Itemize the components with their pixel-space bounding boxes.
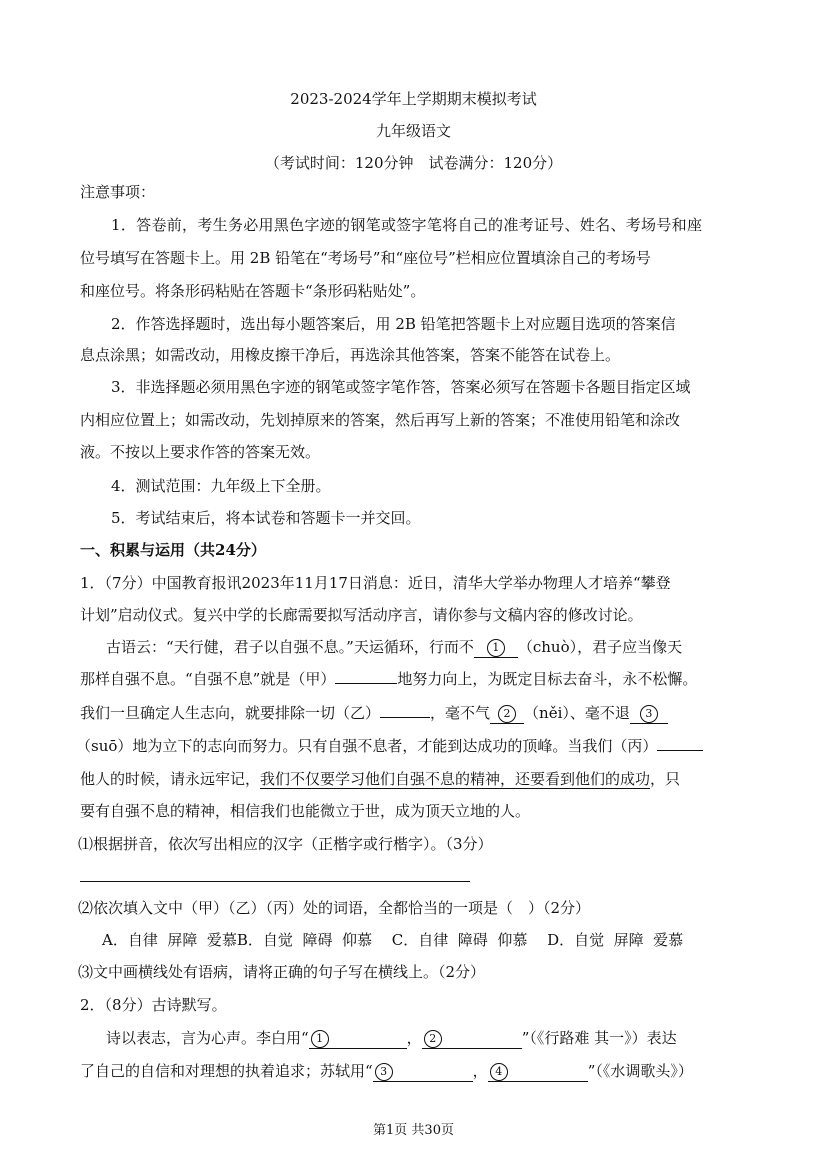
notice-item-1-line-3: 和座位号。将条形码粘贴在答题卡“条形码粘贴处”。 [80,282,426,300]
q1-passage-text: 古语云：“天行健，君子以自强不息。”天运循环，行而不 [106,638,474,656]
fill-blank-1[interactable] [474,638,518,658]
q1-passage-text: 地努力向上，为既定目标去奋斗，永不松懈。 [397,670,698,688]
q1-options: A．自律 屏障 爱慕B．自觉 障碍 仰慕 C．自律 障碍 仰慕 D．自觉 屏障 爱慕 [102,931,684,949]
q2-text: ”（《水调歌头》） [587,1062,693,1080]
circled-mark: 1 [487,639,505,657]
blank-yi[interactable] [380,717,430,718]
circled-mark: 4 [490,1063,508,1081]
poem-blank-4[interactable] [488,1062,588,1082]
circled-mark: 2 [498,705,516,723]
q2-text: 了自己的自信和对理想的执着追求；苏轼用“ [80,1062,373,1080]
q1-passage-line-2 [80,669,697,689]
notice-item-1-line-2: 位号填写在答题卡上。用 2B 铅笔在“考场号”和“座位号”栏相应位置填涂自己的考场号 [80,249,651,267]
exam-subject: 九年级语文 [375,122,451,140]
q1-passage-line-1 [106,637,682,658]
q1-passage-text: 那样自强不息。“自强不息”就是（甲） [80,670,336,688]
notice-item-2-line-1: 2．作答选择题时，选出每小题答案后，用 2B 铅笔把答题卡上对应题目选项的答案信 [111,315,676,333]
q1-sub-question-1: ⑴根据拼音，依次写出相应的汉字（正楷字或行楷字）。（3分） [78,835,493,853]
q1-passage-text: ，毫不气 [430,704,491,722]
q1-passage-text: ，只 [650,770,681,788]
blank-jia[interactable] [335,683,397,684]
q2-text: 诗以表志，言为心声。李白用“ [106,1029,309,1047]
fill-blank-3[interactable] [630,704,668,724]
q1-sub-question-3: ⑶文中画横线处有语病，请将正确的句子写在横线上。（2分） [78,963,486,981]
circled-mark: 3 [640,705,658,723]
poem-blank-3[interactable] [373,1062,473,1082]
circled-mark: 2 [424,1030,442,1048]
q1-sub-question-2: ⑵依次填入文中（甲）（乙）（丙）处的词语，全都恰当的一项是（ ）（2分） [78,899,591,917]
q2-intro: 2．（8分）古诗默写。 [80,996,227,1014]
q1-passage-line-5 [80,769,680,789]
notice-item-3-line-2: 内相应位置上；如需改动，先划掉原来的答案，然后再写上新的答案；不准使用铅笔和涂改 [80,411,681,429]
q1-intro-line-1: 1．（7分）中国教育报讯2023年11月17日消息：近日，清华大学举办物理人才培养“攀登 [80,574,671,592]
notice-item-2-line-2: 息点涂黑；如需改动，用橡皮擦干净后，再选涂其他答案，答案不能答在试卷上。 [80,346,621,364]
notice-item-3-line-3: 液。不按以上要求作答的答案无效。 [80,443,321,461]
notice-item-3-line-1: 3．非选择题必须用黑色字迹的钢笔或签字笔作答，答案必须写在答题卡各题目指定区域 [111,378,691,396]
q1-passage-text: 他人的时候，请永远牢记， [80,770,261,788]
page-footer: 第1页 共30页 [373,1123,454,1138]
notice-item-5: 5．考试结束后，将本试卷和答题卡一并交回。 [111,509,421,527]
q1-passage-line-4 [76,736,703,756]
notice-item-1-line-1: 1．答卷前，考生务必用黑色字迹的钢笔或签字笔将自己的准考证号、姓名、考场号和座 [111,216,703,234]
fill-blank-2[interactable] [490,704,524,724]
q1-intro-line-2: 计划”启动仪式。复兴中学的长廊需要拟写活动序言，请你参与文稿内容的修改讨论。 [80,606,643,624]
q1-passage-text: （chuò），君子应当像天 [517,638,683,656]
poem-blank-2[interactable] [422,1029,522,1049]
q1-passage-line-3 [80,703,668,724]
poem-blank-1[interactable] [309,1029,407,1049]
blank-bing[interactable] [657,750,703,751]
q1-passage-text: 我们一旦确定人生志向，就要排除一切（乙） [80,704,381,722]
q1-passage-line-6: 要有自强不息的精神，相信我们也能微立于世，成为顶天立地的人。 [80,802,531,820]
notice-item-4: 4．测试范围：九年级上下全册。 [111,477,331,495]
circled-mark: 3 [375,1063,393,1081]
exam-title: 2023-2024学年上学期期末模拟考试 [290,90,537,108]
underlined-faulty-sentence: 我们不仅要学习他们自强不息的精神，还要看到他们的成功 [260,770,651,788]
notice-heading: 注意事项： [80,183,156,201]
q2-text: ”（《行路难 其一》）表达 [521,1029,677,1047]
circled-mark: 1 [311,1030,329,1048]
q1-passage-text: （něi）、毫不退 [524,704,630,722]
answer-line[interactable] [80,881,470,882]
q2-line-2: 了自己的自信和对理想的执着追求；苏轼用“ 3 ， 4 ”（《水调歌头》） [80,1062,693,1080]
q1-passage-text: （suō）地为立下的志向而努力。只有自强不息者，才能到达成功的顶峰。当我们（丙） [76,737,658,755]
section-1-heading: 一、积累与运用（共24分） [80,541,266,559]
exam-time-info: （考试时间：120分钟 试卷满分：120分） [264,154,563,172]
q2-line-1: 诗以表志，言为心声。李白用“ 1 ， 2 ”（《行路难 其一》）表达 [106,1029,677,1047]
